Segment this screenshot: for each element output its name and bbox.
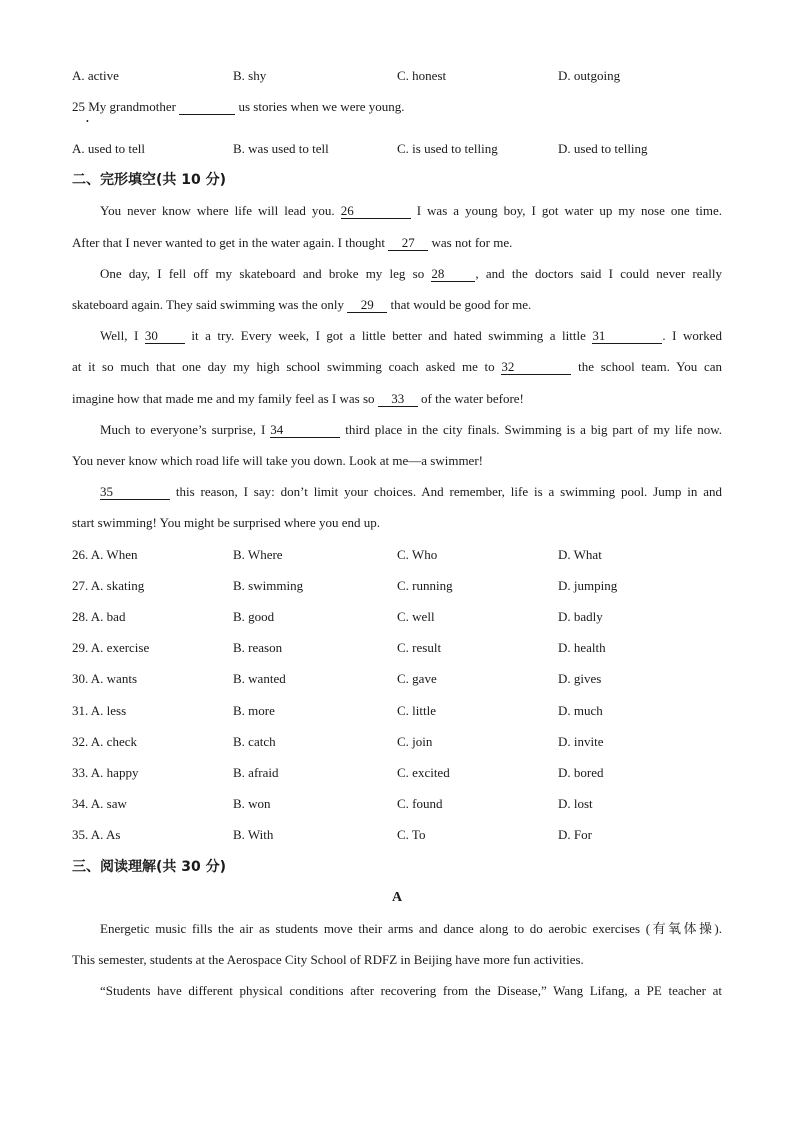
question-30: 30. A. wants B. wanted C. gave D. gives bbox=[72, 671, 602, 686]
cloze-p3-line3: imagine how that made me and my family feel as I was so 33 of the water before! bbox=[72, 391, 524, 406]
question-28: 28. A. bad B. good C. well D. badly bbox=[72, 609, 603, 624]
question-29: 29. A. exercise B. reason C. result D. health bbox=[72, 640, 606, 655]
blank-31: 31 bbox=[592, 328, 662, 344]
blank-33: 33 bbox=[378, 391, 418, 407]
question-31: 31. A. less B. more C. little D. much bbox=[72, 703, 603, 718]
q25-blank bbox=[179, 99, 235, 115]
q24-option-a: A. active bbox=[72, 68, 119, 83]
cloze-p4-line1: Much to everyone’s surprise, I 34 third place in the city finals. Swimming is a big part of my life now. bbox=[100, 422, 722, 437]
q25-option-a: A. used to tell bbox=[72, 141, 145, 156]
question-27: 27. A. skating B. swimming C. running D. jumping bbox=[72, 578, 618, 593]
q25-options bbox=[72, 139, 724, 159]
blank-32: 32 bbox=[501, 359, 571, 375]
q24-option-c: C. honest bbox=[397, 68, 447, 83]
question-26: 26. A. When B. Where C. Who D. What bbox=[72, 547, 602, 562]
q25-option-d: D. used to telling bbox=[558, 141, 648, 156]
section-2-title: 二、完形填空(共 10 分) bbox=[72, 172, 227, 188]
blank-26: 26 bbox=[341, 203, 411, 219]
passage-a-line3: “Students have different physical conditions after recovering from the Disease,” Wang Lifang, a PE teacher at bbox=[100, 983, 722, 998]
blank-27: 27 bbox=[388, 235, 428, 251]
cloze-p3-line2: at it so much that one day my high school swimming coach asked me to 32 the school team. You can bbox=[72, 359, 723, 374]
cloze-p5-line1: 35 this reason, I say: don’t limit your choices. And remember, life is a swimming pool. Jump in and bbox=[100, 484, 722, 499]
q25-option-c: C. is used to telling bbox=[397, 141, 498, 156]
cloze-p1-line2: After that I never wanted to get in the water again. I thought 27 was not for me. bbox=[72, 235, 513, 250]
section-3-title: 三、阅读理解(共 30 分) bbox=[72, 859, 227, 875]
bullet-dot: • bbox=[86, 117, 89, 126]
blank-29: 29 bbox=[347, 297, 387, 313]
blank-28: 28 bbox=[431, 266, 475, 282]
question-33: 33. A. happy B. afraid C. excited D. bored bbox=[72, 765, 604, 780]
passage-a-line1: Energetic music fills the air as students move their arms and dance along to do aerobic exercises (有氧体操). bbox=[100, 921, 722, 936]
blank-30: 30 bbox=[145, 328, 185, 344]
cloze-p3-line1: Well, I 30 it a try. Every week, I got a little better and hated swimming a little 31 . I worked bbox=[100, 328, 722, 343]
cloze-p2-line1: One day, I fell off my skateboard and broke my leg so 28 , and the doctors said I could never really bbox=[100, 266, 722, 281]
blank-34: 34 bbox=[270, 422, 340, 438]
q24-option-d: D. outgoing bbox=[558, 68, 621, 83]
cloze-p5-line2: start swimming! You might be surprised where you end up. bbox=[72, 515, 381, 530]
question-34: 34. A. saw B. won C. found D. lost bbox=[72, 796, 593, 811]
q24-option-b: B. shy bbox=[233, 68, 267, 83]
cloze-p1-line1: You never know where life will lead you. 26 I was a young boy, I got water up my nose one time. bbox=[100, 203, 722, 218]
q25-stem: 25 My grandmother us stories when we were young. bbox=[72, 99, 405, 114]
q24-options bbox=[72, 66, 724, 86]
question-32: 32. A. check B. catch C. join D. invite bbox=[72, 734, 604, 749]
passage-a-line2: This semester, students at the Aerospace City School of RDFZ in Beijing have more fun activities. bbox=[72, 952, 584, 967]
question-35: 35. A. As B. With C. To D. For bbox=[72, 827, 592, 842]
cloze-p4-line2: You never know which road life will take you down. Look at me—a swimmer! bbox=[72, 453, 483, 468]
q25-option-b: B. was used to tell bbox=[233, 141, 329, 156]
blank-35: 35 bbox=[100, 484, 170, 500]
passage-a-title: A bbox=[391, 890, 403, 905]
cloze-p2-line2: skateboard again. They said swimming was the only 29 that would be good for me. bbox=[72, 297, 532, 312]
